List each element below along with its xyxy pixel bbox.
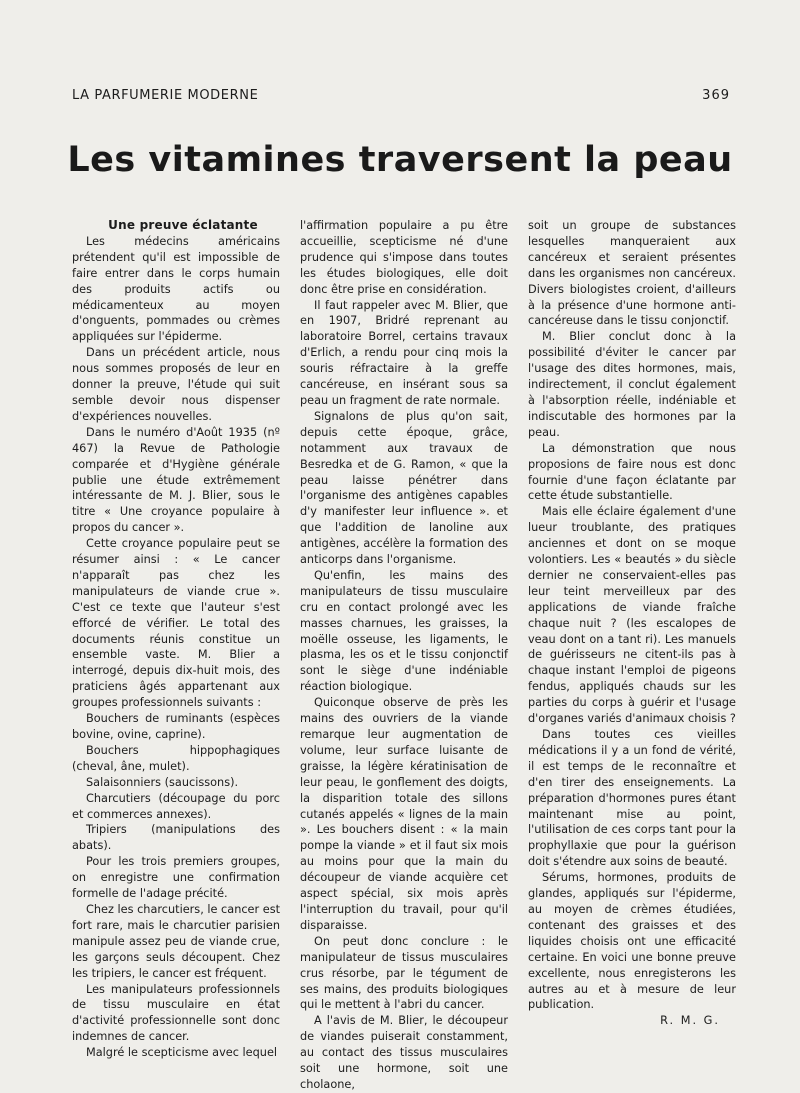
column-2 [300, 218, 508, 1093]
author-signature: R. M. G. [660, 1014, 720, 1028]
paragraph: Mais elle éclaire également d'une lueur troublante, des pratiques anciennes et dont on se moque volontiers. Les « beautés » du siècle dernier ne conservaient-elles pas leur teint merveilleux par des applications de viande fraîche chaque nuit ? (les escalopes de veau dont on a tant ri). Les manuels de guérisseurs ne citent-ils pas à chaque instant l'emploi de pigeons fendus, appliqués chauds sur les parties du corps à guérir et l'usage d'organes variés d'animaux choisis ? [528, 505, 736, 726]
paragraph: Dans un précédent article, nous nous sommes proposés de leur en donner la preuve, l'étude qui suit semble devoir nous dispenser d'expériences nouvelles. [72, 346, 280, 423]
paragraph: Quiconque observe de près les mains des ouvriers de la viande remarque leur augmentation de volume, leur surface luisante de graisse, la légère kératinisation de leur peau, le gonflement des doigts, la disparition totale des sillons cutanés appelés « lignes de la main ». Les bouchers disent : « la main pompe la viande » et il faut six mois au moins pour que la main du découpeur de viande acquière cet aspect spécial, six mois après l'interruption du travail, pour qu'il disparaisse. [300, 696, 508, 932]
paragraph: Signalons de plus qu'on sait, depuis cette époque, grâce, notamment aux travaux de Besredka et de G. Ramon, « que la peau laisse pénétrer dans l'organisme des antigènes capables d'y manifester leur influence ». et que l'addition de lanoline aux antigènes, accélère la formation des anticorps dans l'organisme. [300, 409, 508, 567]
article-body [72, 218, 738, 1091]
column-1 [72, 218, 280, 1061]
subheading: Une preuve éclatante [108, 218, 258, 232]
paragraph: Dans le numéro d'Août 1935 (nº 467) la Revue de Pathologie comparée et d'Hygiène générale publie une étude extrêmement intéressante de M. J. Blier, sous le titre « Une croyance populaire à propos du cancer ». [72, 425, 280, 535]
paragraph: A l'avis de M. Blier, le découpeur de viandes puiserait constamment, au contact des tissus musculaires soit une hormone, soit une cholaone, [300, 1014, 508, 1091]
list-item: Salaisonniers (saucissons). [86, 775, 239, 789]
paragraph: Malgré le scepticisme avec lequel [86, 1046, 278, 1060]
paragraph: M. Blier conclut donc à la possibilité d'éviter le cancer par l'usage des dites hormones, mais, indirectement, il conclut également à l'absorption réelle, indéniable et indiscutable des hormones par la peau. [528, 330, 736, 439]
running-header [72, 88, 730, 106]
list-item: Bouchers de ruminants (espèces bovine, ovine, caprine). [72, 712, 280, 741]
paragraph: Pour les trois premiers groupes, on enregistre une confirmation formelle de l'adage précité. [72, 855, 280, 901]
paragraph: Qu'enfin, les mains des manipulateurs de tissu musculaire cru en contact prolongé avec les masses charnues, les graisses, la moëlle osseuse, les ligaments, le plasma, les os et le tissu conjonctif sont le siège d'une indéniable réaction biologique. [300, 568, 508, 694]
paragraph: La démonstration que nous proposions de faire nous est donc fournie d'une façon éclatante par cette étude substantielle. [528, 441, 736, 503]
paragraph: On peut donc conclure : le manipulateur de tissus musculaires crus résorbe, par le tégument de ses mains, des produits biologiques qui le mettent à l'abri du cancer. [300, 934, 508, 1012]
list-item: Tripiers (manipulations des abats). [72, 823, 280, 853]
journal-name: LA PARFUMERIE MODERNE [72, 88, 259, 103]
page-number: 369 [702, 88, 730, 103]
paragraph: Dans toutes ces vieilles médications il y a un fond de vérité, il est temps de le reconnaître et d'en tirer des enseignements. La préparation d'hormones pures étant maintenant mise au point, l'utilisation de ces corps tant pour la prophyllaxie que pour la guérison doit s'étendre aux soins de beauté. [528, 728, 736, 869]
paragraph-continued: l'affirmation populaire a pu être accueillie, scepticisme né d'une prudence qui s'impose dans toutes les études biologiques, elle doit donc être prise en considération. [300, 219, 508, 296]
paragraph: Il faut rappeler avec M. Blier, que en 1907, Bridré reprenant au laboratoire Borrel, certains travaux d'Erlich, a rendu pour cinq mois la souris réfractaire à la greffe cancéreuse, en insérant sous sa peau un fragment de rate normale. [300, 298, 508, 407]
column-3 [528, 218, 736, 1029]
paragraph: Les manipulateurs professionnels de tissu musculaire en état d'activité professionnelle sont donc indemnes de cancer. [72, 982, 280, 1044]
paragraph: Les médecins américains prétendent qu'il est impossible de faire entrer dans le corps humain des produits actifs ou médicamenteux au moyen d'onguents, pommades ou crèmes appliquées sur l'épiderme. [72, 234, 280, 344]
list-item: Bouchers hippophagiques (cheval, âne, mulet). [72, 743, 280, 773]
paragraph: Chez les charcutiers, le cancer est fort rare, mais le charcutier parisien manipule assez peu de viande crue, les garçons seuls découpent. Chez les tripiers, le cancer est fréquent. [72, 902, 281, 980]
paragraph-continued: soit un groupe de substances lesquelles manqueraient aux cancéreux et seraient présentes dans les organismes non cancéreux. Divers biologistes croient, d'ailleurs à la présence d'une hormone anti-cancéreuse dans le tissu conjonctif. [528, 219, 736, 328]
paragraph: Sérums, hormones, produits de glandes, appliqués sur l'épiderme, au moyen de crèmes étudiées, contenant des graisses et des liquides choisis ont une efficacité certaine. En voici une bonne preuve excellente, nous enregisterons les autres au et à mesure de leur publication. [528, 871, 736, 1012]
article-title: Les vitamines traversent la peau [67, 140, 733, 180]
list-item: Charcutiers (découpage du porc et commerces annexes). [72, 791, 280, 821]
paragraph: Cette croyance populaire peut se résumer ainsi : « Le cancer n'apparaît pas chez les manipulateurs de viande crue ». C'est ce texte que l'auteur s'est efforcé de vérifier. Le total des documents réunis constitue un ensemble vaste. M. Blier a interrogé, depuis dix-huit mois, des praticiens âgés appartenant aux groupes professionnels suivants : [72, 537, 280, 710]
